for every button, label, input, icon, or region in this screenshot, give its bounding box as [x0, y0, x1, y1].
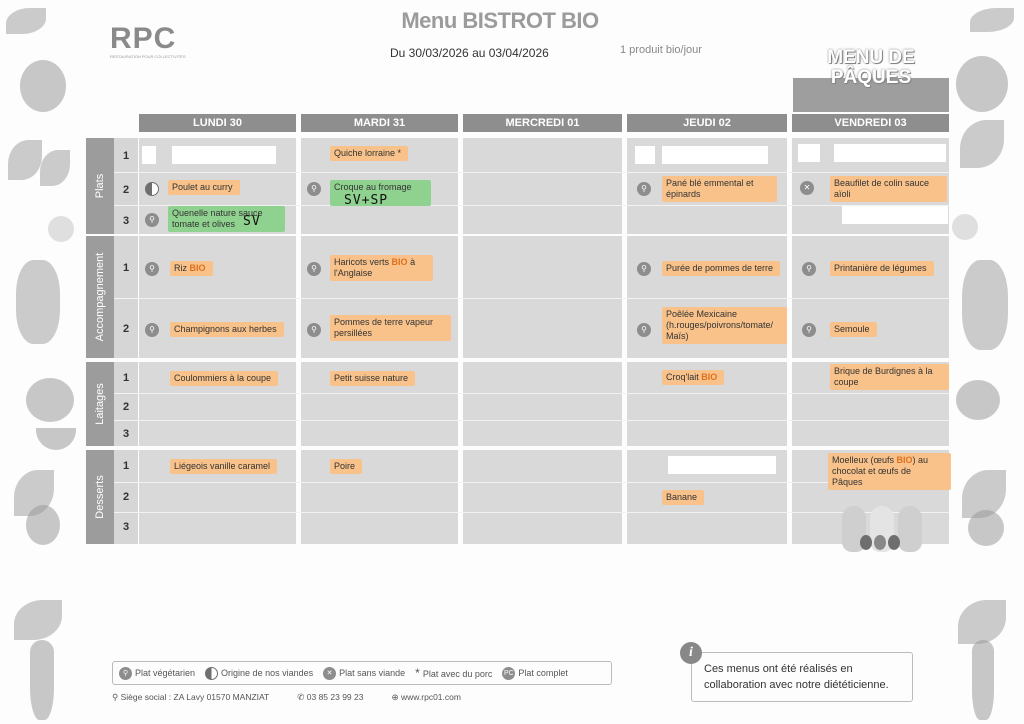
row-number: 3: [122, 428, 130, 440]
day-header-lundi: LUNDI 30: [139, 114, 296, 132]
legend-item: ⚲ Plat végétarien: [119, 667, 195, 680]
menu-item: Poulet au curry: [168, 180, 237, 195]
row-number: 2: [122, 323, 130, 335]
row-number: 1: [122, 372, 130, 384]
location-pin-icon: ⚲: [112, 692, 121, 702]
pork-star-icon: *: [415, 666, 420, 680]
legend-item: ✕ Plat sans viande: [323, 667, 405, 680]
vegetarian-icon: ⚲: [802, 323, 816, 337]
menu-item: Banane: [662, 490, 701, 505]
menu-item: Brique de Burdignes à la coupe: [830, 364, 946, 390]
vegetarian-icon: ⚲: [307, 262, 321, 276]
menu-item: Printanière de légumes: [830, 261, 931, 276]
menu-item: Quiche lorraine *: [330, 146, 405, 161]
no-meat-icon: ✕: [800, 181, 814, 195]
vegetarian-icon: ⚲: [307, 182, 321, 196]
date-range: Du 30/03/2026 au 03/04/2026: [390, 46, 549, 60]
group-plats: Plats: [86, 138, 114, 234]
day-header-jeudi: JEUDI 02: [627, 114, 787, 132]
rpc-logo: RPC RESTAURATION POUR COLLECTIVITÉS: [110, 22, 186, 59]
legend-item: Origine de nos viandes: [205, 667, 313, 680]
contact-info: [112, 692, 461, 703]
menu-item: Champignons aux herbes: [170, 322, 281, 337]
easter-bunnies-illustration: [838, 488, 930, 552]
menu-item: Semoule: [830, 322, 874, 337]
complete-dish-icon: PC: [502, 667, 515, 680]
day-header-vendredi: VENDREDI 03: [792, 114, 949, 132]
menu-item: Croq'lait BIO: [662, 370, 721, 385]
group-accompagnement: Accompagnement: [86, 236, 114, 358]
menu-item: Pommes de terre vapeur persillées: [330, 315, 448, 341]
vegetarian-icon: ⚲: [637, 182, 651, 196]
address: Siège social : ZA Lavy 01570 MANZIAT: [120, 692, 270, 702]
legend: [112, 661, 612, 685]
menu-item: Pané blé emmental et épinards: [662, 176, 774, 202]
menu-item: Coulommiers à la coupe: [170, 371, 275, 386]
vegetarian-icon: ⚲: [145, 213, 159, 227]
row-number: 2: [122, 184, 130, 196]
day-header-mardi: MARDI 31: [301, 114, 458, 132]
vegetarian-icon: ⚲: [145, 323, 159, 337]
meat-origin-icon: [205, 667, 218, 680]
menu-item: Poêlée Mexicaine (h.rouges/poivrons/tomate/ Maïs): [662, 307, 784, 344]
vegetarian-icon: ⚲: [145, 262, 159, 276]
menu-item: Petit suisse nature: [330, 371, 412, 386]
info-box: Ces menus ont été réalisés en collaboration avec notre diététicienne.: [691, 652, 913, 702]
easter-banner: [793, 44, 949, 112]
row-number: 1: [122, 460, 130, 472]
handwritten-note: SV: [243, 214, 261, 229]
row-number: 3: [122, 215, 130, 227]
page-title: Menu BISTROT BIO: [401, 8, 599, 33]
row-number: 1: [122, 150, 130, 162]
no-meat-icon: ✕: [323, 667, 336, 680]
menu-item: Purée de pommes de terre: [662, 261, 777, 276]
globe-icon: ⊕: [391, 692, 401, 702]
row-number: 2: [122, 401, 130, 413]
group-desserts: Desserts: [86, 450, 114, 544]
menu-item: Beaufilet de colin sauce aïoli: [830, 176, 944, 202]
menu-item: Poire: [330, 459, 359, 474]
info-icon: i: [680, 642, 702, 664]
vegetarian-icon: ⚲: [307, 323, 321, 337]
handwritten-note: SV+SP: [344, 193, 389, 208]
phone-number: 03 85 23 99 23: [306, 692, 364, 702]
website-link[interactable]: www.rpc01.com: [400, 692, 461, 702]
row-number: 1: [122, 262, 130, 274]
legend-item: PC Plat complet: [502, 667, 568, 680]
phone-icon: ✆: [297, 692, 307, 702]
row-number: 3: [122, 521, 130, 533]
vegetarian-icon: ⚲: [802, 262, 816, 276]
bio-note: 1 produit bio/jour: [620, 44, 702, 56]
pork-star-icon: *: [397, 148, 402, 158]
day-header-mercredi: MERCREDI 01: [463, 114, 622, 132]
legend-item: * Plat avec du porc: [415, 666, 493, 680]
menu-item: Quenelle nature sauce tomate et olives: [168, 206, 282, 232]
group-laitages: Laitages: [86, 362, 114, 446]
menu-item: Riz BIO: [170, 261, 210, 276]
easter-banner-text: MENU DE PÂQUES: [827, 47, 915, 88]
vegetarian-icon: ⚲: [119, 667, 132, 680]
vegetarian-icon: ⚲: [637, 323, 651, 337]
meat-origin-icon: [145, 182, 159, 196]
vegetarian-icon: ⚲: [637, 262, 651, 276]
menu-item: Croque au fromage: [330, 180, 428, 208]
menu-item: Moelleux (œufs BIO) au chocolat et œufs de Pâques: [828, 453, 948, 490]
menu-item: Haricots verts BIO à l'Anglaise: [330, 255, 430, 281]
row-number: 2: [122, 491, 130, 503]
menu-item: Liégeois vanille caramel: [170, 459, 274, 474]
